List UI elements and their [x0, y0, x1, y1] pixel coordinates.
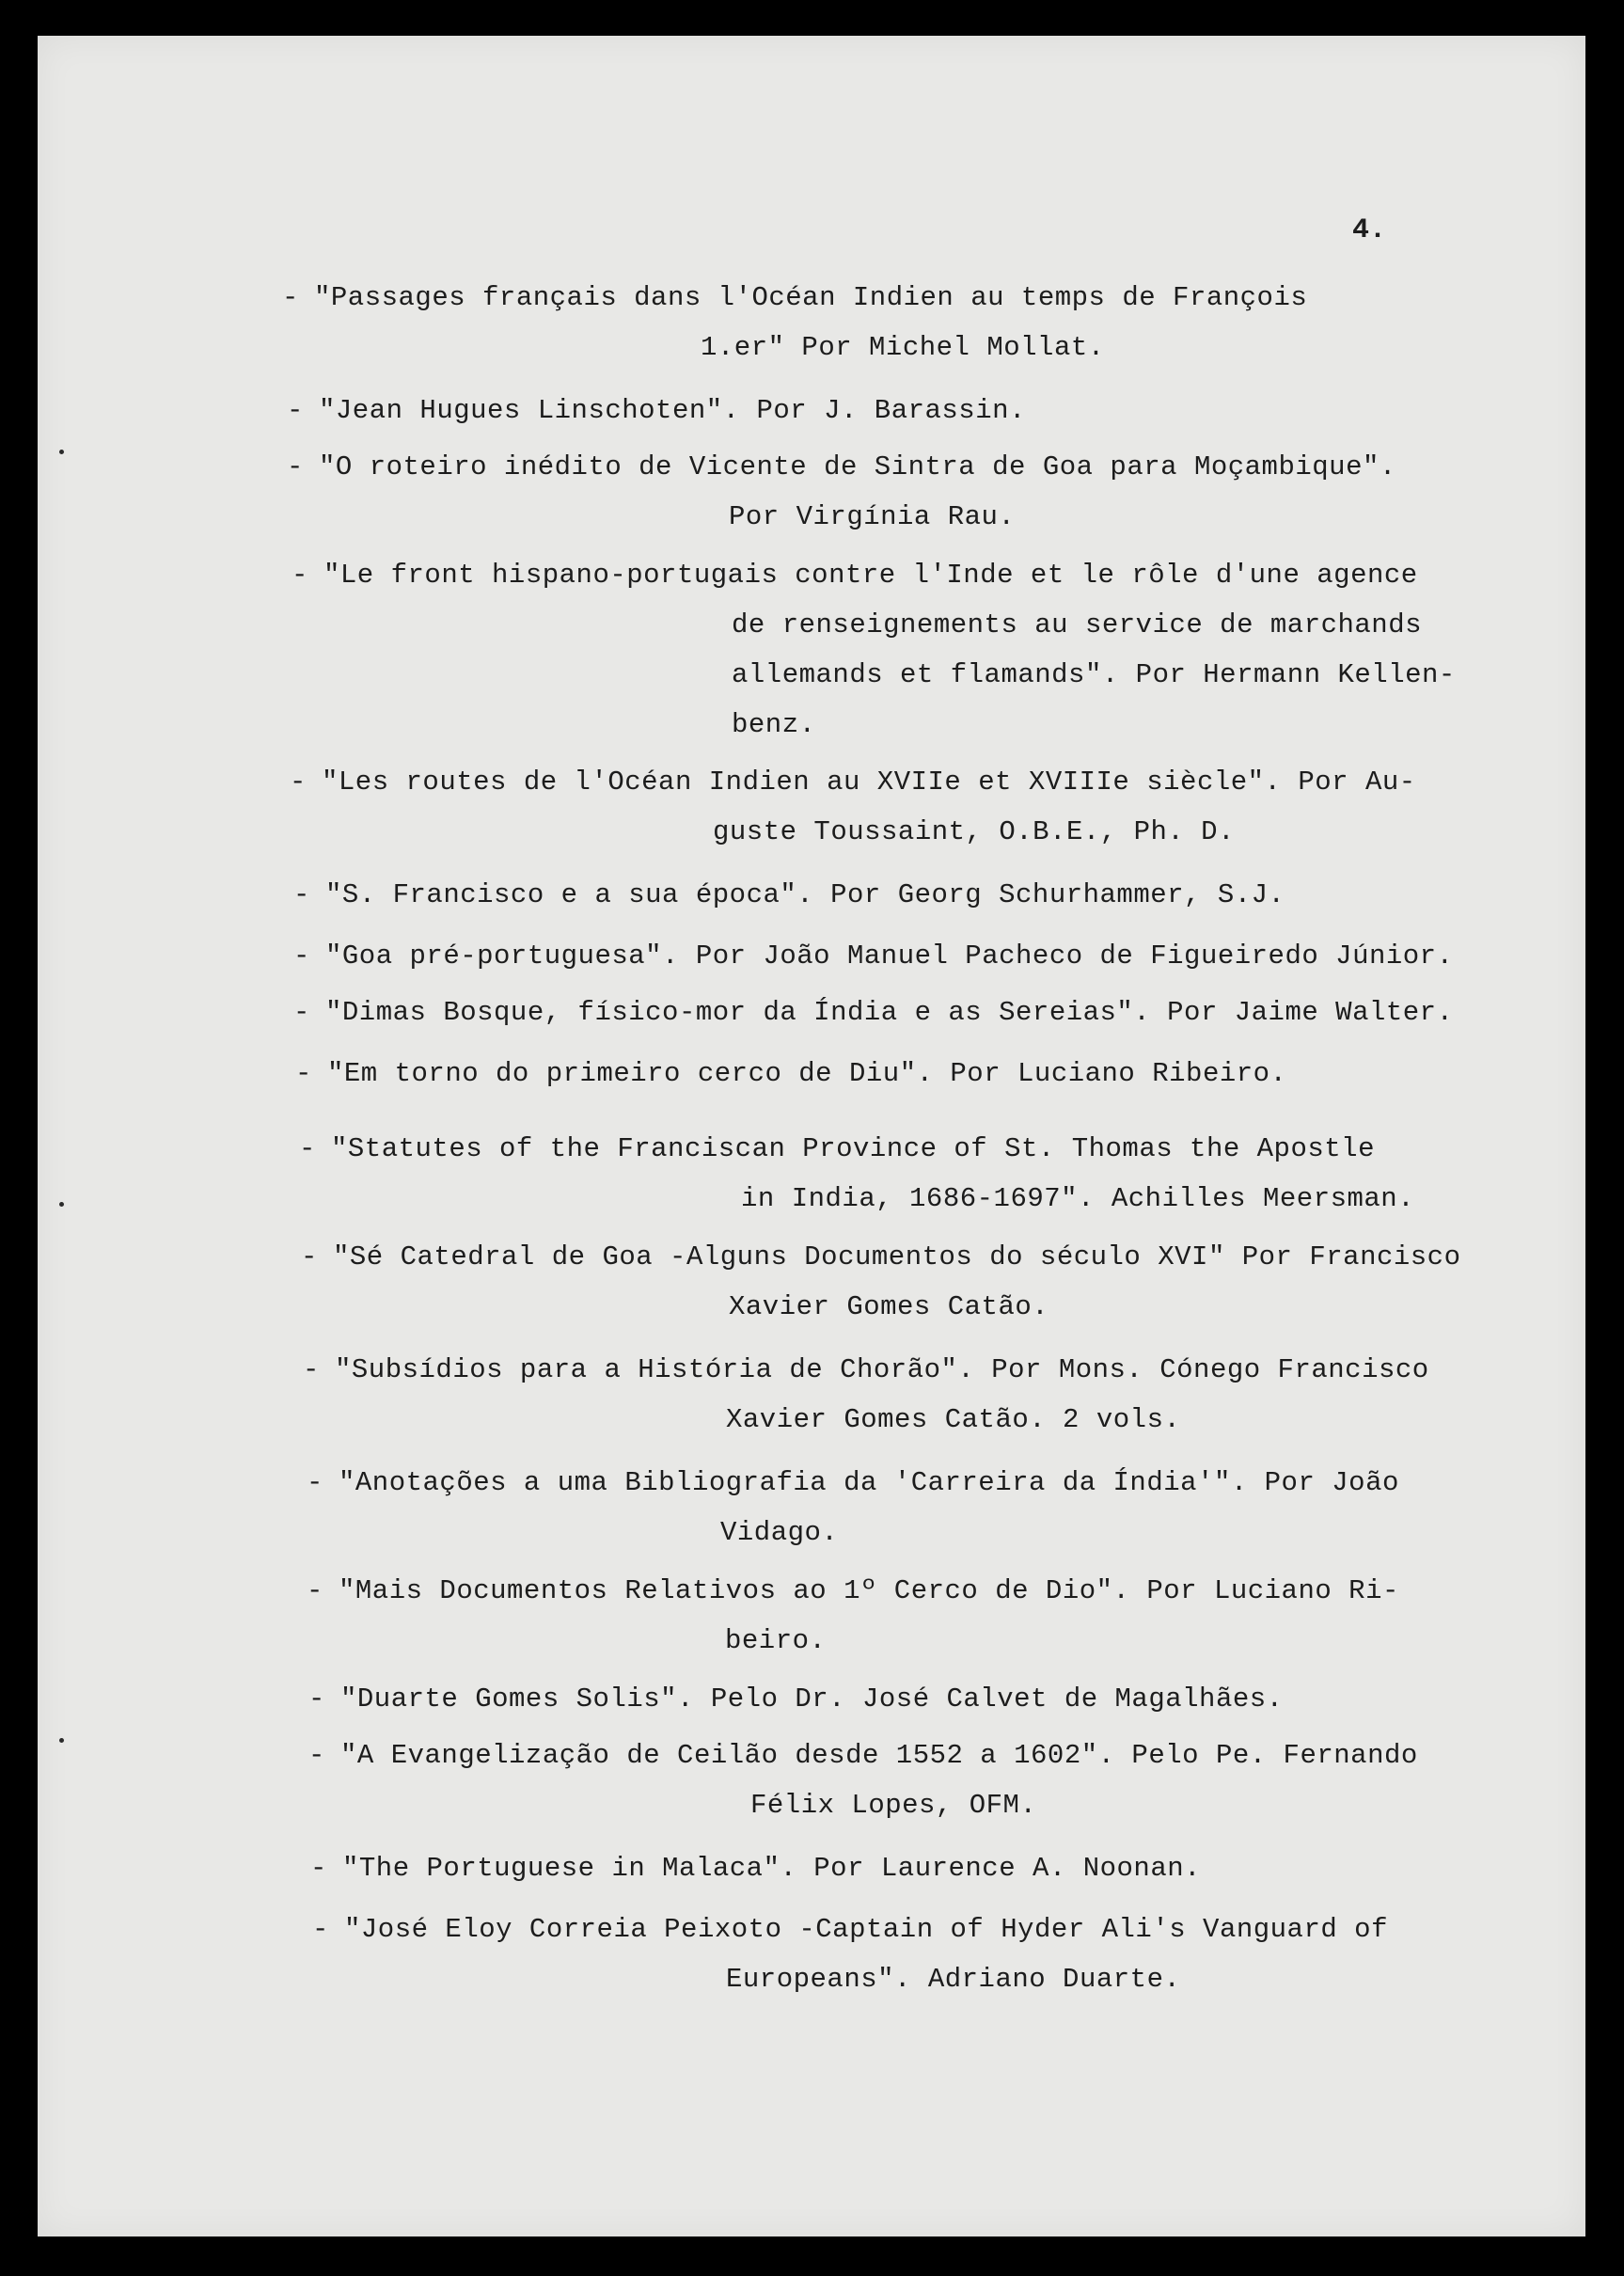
bibliography-entry: [310, 1843, 1201, 1893]
page-number: 4.: [1352, 214, 1387, 246]
entry-dash: -: [293, 940, 310, 972]
bibliography-entry: [293, 931, 1454, 981]
entry-dash: -: [293, 997, 310, 1028]
entry-text: "Em torno do primeiro cerco de Diu". Por Luciano Ribeiro.: [327, 1058, 1287, 1089]
entry-continuation-line: Xavier Gomes Catão.: [729, 1291, 1049, 1322]
entry-continuation-line: benz.: [732, 709, 816, 740]
bibliography-entry: [290, 757, 1416, 857]
entry-title-line: [287, 386, 1026, 435]
entry-title-line: [299, 1124, 1414, 1174]
entry-dash: -: [301, 1241, 318, 1272]
entry-text: "Subsídios para a História de Chorão". Por Mons. Cónego Francisco: [335, 1354, 1429, 1385]
entry-text: "Sé Catedral de Goa -Alguns Documentos do século XVI" Por Francisco: [333, 1241, 1461, 1272]
entry-dash: -: [287, 451, 304, 482]
entry-dash: -: [282, 282, 299, 313]
bibliography-entry: [312, 1905, 1388, 2004]
entry-text: "Statutes of the Franciscan Province of St. Thomas the Apostle: [331, 1133, 1375, 1164]
entry-text: "A Evangelização de Ceilão desde 1552 a 1602". Pelo Pe. Fernando: [340, 1740, 1418, 1771]
entry-dash: -: [307, 1575, 323, 1606]
entry-title-line: [312, 1905, 1388, 1954]
entry-dash: -: [312, 1914, 329, 1945]
bibliography-entry: [293, 870, 1285, 920]
bibliography-entry: [287, 442, 1396, 542]
entry-continuation-line: allemands et flamands". Por Hermann Kellen-: [732, 659, 1456, 690]
entry-dash: -: [293, 879, 310, 910]
bibliography-entry: [308, 1674, 1284, 1724]
margin-mark: [59, 1738, 64, 1743]
entry-dash: -: [308, 1683, 325, 1715]
entry-title-line: [308, 1674, 1284, 1724]
entry-continuation-line: Félix Lopes, OFM.: [750, 1790, 1037, 1821]
entry-title-line: [282, 273, 1307, 323]
entry-dash: -: [299, 1133, 316, 1164]
entry-title-line: [292, 550, 1456, 600]
entry-dash: -: [308, 1740, 325, 1771]
bibliography-entry: [308, 1731, 1418, 1830]
entry-continuation-line: de renseignements au service de marchands: [732, 609, 1423, 640]
entry-title-line: [287, 442, 1396, 492]
entry-dash: -: [307, 1467, 323, 1498]
entry-dash: -: [287, 395, 304, 426]
bibliography-entry: [295, 1049, 1286, 1098]
entry-continuation-line: Europeans". Adriano Duarte.: [726, 1964, 1181, 1995]
entry-dash: -: [290, 767, 307, 798]
entry-title-line: [308, 1731, 1418, 1780]
entry-continuation-line: 1.er" Por Michel Mollat.: [701, 332, 1105, 363]
entry-title-line: [303, 1345, 1429, 1395]
bibliography-entry: [293, 988, 1454, 1037]
entry-continuation-line: beiro.: [725, 1625, 827, 1656]
entry-title-line: [307, 1458, 1399, 1508]
bibliography-entry: [303, 1345, 1429, 1445]
entry-text: "Dimas Bosque, físico-mor da Índia e as Sereias". Por Jaime Walter.: [325, 997, 1454, 1028]
margin-mark: [59, 1202, 64, 1207]
entry-text: "The Portuguese in Malaca". Por Laurence A. Noonan.: [342, 1853, 1202, 1884]
bibliography-entry: [282, 273, 1307, 372]
entry-text: "Anotações a uma Bibliografia da 'Carreira da Índia'". Por João: [339, 1467, 1399, 1498]
entry-title-line: [301, 1232, 1461, 1282]
entry-dash: -: [310, 1853, 327, 1884]
entry-text: "José Eloy Correia Peixoto -Captain of Hyder Ali's Vanguard of: [344, 1914, 1388, 1945]
entry-title-line: [293, 870, 1285, 920]
entry-text: "Duarte Gomes Solis". Pelo Dr. José Calvet de Magalhães.: [340, 1683, 1284, 1715]
entry-continuation-line: in India, 1686-1697". Achilles Meersman.: [741, 1183, 1415, 1214]
entry-title-line: [295, 1049, 1286, 1098]
bibliography-entry: [292, 550, 1456, 750]
entry-text: "S. Francisco e a sua época". Por Georg Schurhammer, S.J.: [325, 879, 1285, 910]
entry-text: "O roteiro inédito de Vicente de Sintra de Goa para Moçambique".: [319, 451, 1396, 482]
entry-continuation-line: Xavier Gomes Catão. 2 vols.: [726, 1404, 1181, 1435]
bibliography-entry: [307, 1566, 1399, 1666]
entry-text: "Le front hispano-portugais contre l'Inde et le rôle d'une agence: [323, 560, 1418, 591]
margin-mark: [59, 450, 64, 454]
entry-title-line: [307, 1566, 1399, 1616]
entry-continuation-line: Por Virgínia Rau.: [729, 501, 1016, 532]
entry-text: "Jean Hugues Linschoten". Por J. Barassin.: [319, 395, 1026, 426]
entry-text: "Passages français dans l'Océan Indien au temps de François: [314, 282, 1308, 313]
entry-title-line: [290, 757, 1416, 807]
entry-dash: -: [295, 1058, 312, 1089]
entry-text: "Goa pré-portuguesa". Por João Manuel Pacheco de Figueiredo Júnior.: [325, 940, 1454, 972]
bibliography-entry: [301, 1232, 1461, 1332]
entry-dash: -: [292, 560, 308, 591]
entry-continuation-line: Vidago.: [720, 1517, 839, 1548]
entry-text: "Les routes de l'Océan Indien au XVIIe et XVIIIe siècle". Por Au-: [322, 767, 1416, 798]
entry-title-line: [293, 988, 1454, 1037]
bibliography-entry: [307, 1458, 1399, 1557]
bibliography-entry: [299, 1124, 1414, 1224]
entry-dash: -: [303, 1354, 320, 1385]
entry-continuation-line: guste Toussaint, O.B.E., Ph. D.: [713, 816, 1235, 847]
bibliography-entry: [287, 386, 1026, 435]
entry-title-line: [293, 931, 1454, 981]
entry-title-line: [310, 1843, 1201, 1893]
entry-text: "Mais Documentos Relativos ao 1º Cerco de Dio". Por Luciano Ri-: [339, 1575, 1399, 1606]
